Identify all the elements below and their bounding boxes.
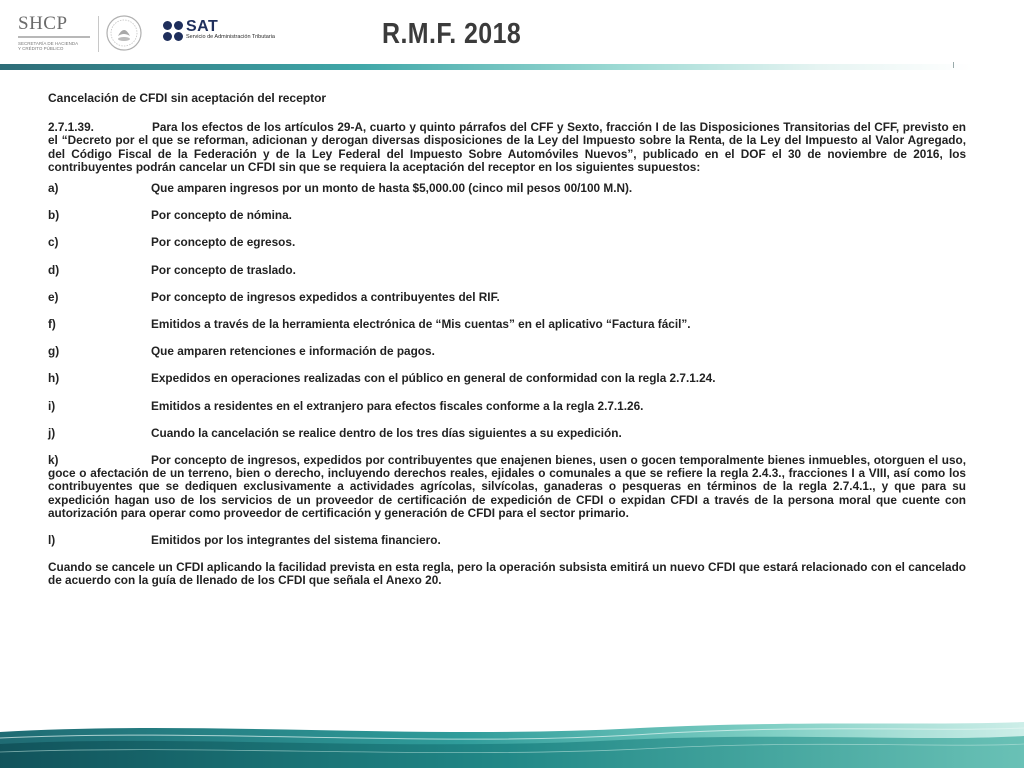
rule-text: Para los efectos de los artículos 29-A, cuarto y quinto párrafos del CFF y Sexto, fracción I de las Disposiciones Transitorias del CFF, previsto en el “Decreto por el que se reforman, adicionan y derogan diversas disposiciones de la Ley del Impuesto sobre la Renta, de la Ley del Impuesto al Valor Agregado, del Código Fiscal de la Federación y de la Ley Federal del Impuesto Sobre Automóviles Nuevos”, publicado en el DOF el 30 de noviembre de 2016, los contribuyentes podrán cancelar un CFDI sin que se requiera la aceptación del receptor en los siguientes supuestos: [48, 120, 966, 174]
logo-divider [98, 16, 99, 52]
list-item-text: Por concepto de ingresos expedidos a contribuyentes del RIF. [151, 289, 500, 304]
list-item-label: l) [48, 533, 56, 548]
list-item-label: k) [48, 453, 59, 468]
list-item-text: Cuando la cancelación se realice dentro de los tres días siguientes a su expedición. [151, 425, 622, 440]
sat-logo-subtitle: Servicio de Administración Tributaria [186, 34, 275, 40]
national-seal-icon [105, 14, 143, 52]
list-item-text: Que amparen retenciones e información de pagos. [151, 344, 435, 359]
list-item-label: h) [48, 371, 60, 386]
list-item-l [48, 534, 966, 547]
list-item-label: c) [48, 235, 59, 250]
sat-mark-icon [162, 20, 184, 42]
list-item-b [48, 209, 966, 222]
header-tick [953, 62, 954, 68]
list-item-g [48, 345, 966, 358]
shcp-logo-rule [18, 36, 90, 38]
slide-header [0, 0, 1024, 68]
list-item-text: Por concepto de egresos. [151, 235, 296, 250]
header-teal-bar [0, 64, 1024, 70]
list-item-label: f) [48, 317, 56, 332]
shcp-logo-subtitle-1: SECRETARÍA DE HACIENDA [18, 41, 79, 46]
shcp-logo [18, 14, 98, 51]
rule-number: 2.7.1.39. [48, 120, 94, 135]
slide-title: R.M.F. 2018 [382, 18, 522, 50]
list-item-label: d) [48, 262, 60, 277]
list-item-k [48, 454, 966, 520]
list-item-a [48, 182, 966, 195]
list-item-text: Emitidos a residentes en el extranjero para efectos fiscales conforme a la regla 2.7.1.26. [151, 398, 644, 413]
list-item-text: Que amparen ingresos por un monto de hasta $5,000.00 (cinco mil pesos 00/100 M.N). [151, 181, 633, 196]
list-item-f [48, 318, 966, 331]
list-item-i [48, 400, 966, 413]
list-item-label: j) [48, 425, 56, 440]
list-item-h [48, 372, 966, 385]
list-item-label: b) [48, 208, 60, 223]
footer-wave-decoration [0, 718, 1024, 768]
list-item-j [48, 427, 966, 440]
closing-paragraph: Cuando se cancele un CFDI aplicando la facilidad prevista en esta regla, pero la operación subsista emitirá un nuevo CFDI que estará relacionado con el cancelado de acuerdo con la guía de llenado de los CFDI que señala el Anexo 20. [48, 560, 966, 588]
list-item-text: Emitidos a través de la herramienta electrónica de “Mis cuentas” en el aplicativo “Factura fácil”. [151, 317, 691, 332]
list-item-text: Por concepto de nómina. [151, 208, 292, 223]
shcp-logo-subtitle-2: Y CRÉDITO PÚBLICO [18, 46, 64, 51]
list-item-text: Expedidos en operaciones realizadas con el público en general de conformidad con la regla 2.7.1.24. [151, 371, 716, 386]
cases-list [48, 182, 966, 440]
list-item-text: Por concepto de ingresos, expedidos por contribuyentes que enajenen bienes, usen o gocen temporalmente bienes inmuebles, otorguen el uso, goce o afectación de un terreno, bien o derecho, incluyendo derechos reales, ejidales o comunales a que se refiere la regla 2.4.3., fracciones I a VIII, así como los contribuyentes que se dediquen exclusivamente a actividades agrícolas, silvícolas, ganaderas o pesqueras en términos de la regla 2.7.4.1., y que para su expedición hagan uso de los servicios de un proveedor de certificación de expedición de CFDI o expidan CFDI a través de la persona moral que cuente con autorización para operar como proveedor de certificación y generación de CFDI para el sector primario. [48, 453, 966, 520]
document-heading: Cancelación de CFDI sin aceptación del receptor [48, 91, 327, 105]
list-item-text: Emitidos por los integrantes del sistema financiero. [151, 533, 441, 548]
list-item-e [48, 291, 966, 304]
list-item-text: Por concepto de traslado. [151, 262, 296, 277]
list-item-label: e) [48, 289, 59, 304]
document-body [48, 92, 966, 588]
rule-paragraph [48, 121, 966, 174]
sat-logo-name: SAT [186, 18, 219, 35]
list-item-c [48, 236, 966, 249]
list-item-d [48, 264, 966, 277]
list-item-label: a) [48, 181, 59, 196]
list-item-label: g) [48, 344, 60, 359]
list-item-label: i) [48, 398, 56, 413]
shcp-logo-name: SHCP [18, 13, 68, 34]
